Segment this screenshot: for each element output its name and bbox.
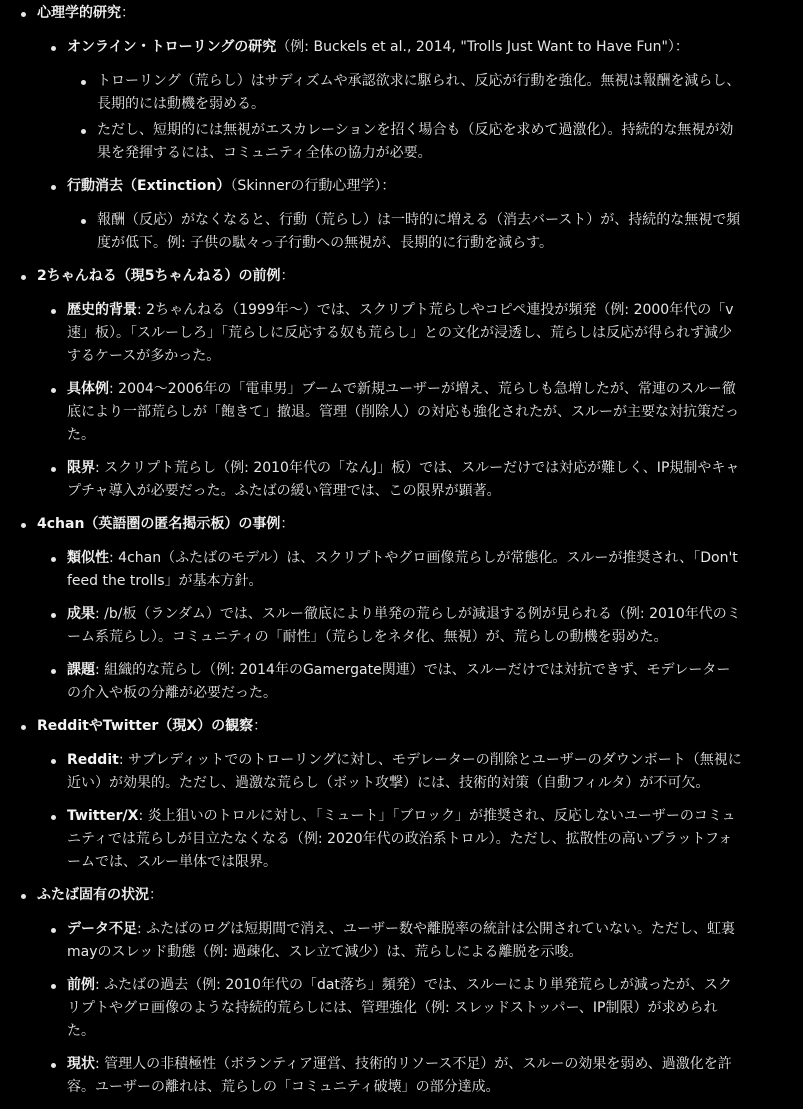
bullet-icon xyxy=(51,557,56,562)
list-item xyxy=(37,457,742,503)
sub-list-item xyxy=(67,119,742,165)
subitem-text: トローリング（荒らし）はサディズムや承認欲求に駆られ、反応が行動を強化。無視は報酬を減らし、長期的には動機を弱める。 xyxy=(97,73,741,112)
section-title: 心理学的研究 xyxy=(37,5,121,21)
bullet-icon xyxy=(21,894,26,899)
section-suffix: ： xyxy=(280,516,295,532)
section-title: RedditやTwitter（現X）の観察 xyxy=(37,718,254,734)
section-suffix: ： xyxy=(121,5,135,21)
bullet-icon xyxy=(81,80,86,85)
list-item xyxy=(37,378,742,447)
list-item xyxy=(37,974,742,1043)
subitem-text: ただし、短期的には無視がエスカレーションを招く場合も（反応を求めて過激化）。持続的な無視が効果を発揮するには、コミュニティ全体の協力が必要。 xyxy=(97,122,734,161)
sub-list-item xyxy=(67,70,742,116)
bullet-icon xyxy=(81,129,86,134)
item-list xyxy=(37,299,803,503)
section-reddit-twitter xyxy=(0,715,803,874)
item-text: : サブレディットでのトローリングに対し、モデレーターの削除とユーザーのダウンボート（無視に近い）が効果的。ただし、過激な荒らし（ボット攻撃）には、技術的対策（自動フィルタ）が不可欠。 xyxy=(67,752,742,791)
bullet-icon xyxy=(51,759,56,764)
bullet-icon xyxy=(51,928,56,933)
bullet-icon xyxy=(51,815,56,820)
section-title: 2ちゃんねる（現5ちゃんねる）の前例 xyxy=(37,268,281,284)
bullet-icon xyxy=(81,219,86,224)
item-list xyxy=(37,36,803,255)
bullet-icon xyxy=(21,12,26,17)
item-label: Reddit xyxy=(67,752,119,768)
item-text: : 4chan（ふたばのモデル）は、スクリプトやグロ画像荒らしが常態化。スルーが推奨され、「Don't feed the trolls」が基本方針。 xyxy=(67,550,738,589)
bullet-icon xyxy=(51,613,56,618)
list-item xyxy=(37,918,742,964)
item-text: : 組織的な荒らし（例: 2014年のGamergate関連）では、スルーだけでは対抗できず、モデレーターの介入や板の分離が必要だった。 xyxy=(67,662,731,701)
item-label: データ不足 xyxy=(67,921,137,937)
list-item xyxy=(37,659,742,705)
item-label: Twitter/X xyxy=(67,808,139,824)
list-item xyxy=(37,175,742,255)
subitem-text: 報酬（反応）がなくなると、行動（荒らし）は一時的に増える（消去バースト）が、持続的な無視で頻度が低下。例: 子供の駄々っ子行動への無視が、長期的に行動を減らす。 xyxy=(97,212,741,251)
bullet-icon xyxy=(51,46,56,51)
item-label: 課題 xyxy=(67,662,95,678)
section-suffix: ： xyxy=(253,718,268,734)
list-item xyxy=(37,805,742,874)
list-item xyxy=(37,603,742,649)
item-label: 現状 xyxy=(67,1056,95,1072)
section-futaba xyxy=(0,884,803,1099)
item-text: : 2ちゃんねる（1999年〜）では、スクリプト荒らしやコピペ連投が頻発（例: 2000年代の「v速」板）。「スルーしろ」「荒らしに反応する奴も荒らし」との文化が浸透し、荒らしは反応が得られず減少するケースが多かった。 xyxy=(67,302,734,364)
item-label: 成果 xyxy=(67,606,95,622)
list-item xyxy=(37,36,742,165)
section-psychology xyxy=(0,2,803,255)
bullet-icon xyxy=(21,275,26,280)
item-text: （Skinnerの行動心理学）： xyxy=(230,178,396,194)
item-list xyxy=(37,749,803,874)
section-title: ふたば固有の状況 xyxy=(37,887,149,903)
item-label: 具体例 xyxy=(67,381,109,397)
list-item xyxy=(37,749,742,795)
item-list xyxy=(37,918,803,1099)
subitem-list xyxy=(67,209,742,255)
bullet-icon xyxy=(51,984,56,989)
section-title: 4chan（英語圏の匿名掲示板）の事例 xyxy=(37,516,281,532)
list-item xyxy=(37,299,742,368)
item-text: : 管理人の非積極性（ボランティア運営、技術的リソース不足）が、スルーの効果を弱め、過激化を許容。ユーザーの離れは、荒らしの「コミュニティ破壊」の部分達成。 xyxy=(67,1056,732,1095)
item-text: : ふたばの過去（例: 2010年代の「dat落ち」頻発）では、スルーにより単発荒らしが減ったが、スクリプトやグロ画像のような持続的荒らしには、管理強化（例: スレッドストッパー、IP制限）が求められた。 xyxy=(67,977,732,1039)
bullet-icon xyxy=(51,467,56,472)
item-text: : ふたばのログは短期間で消え、ユーザー数や離脱率の統計は公開されていない。ただし、虹裏mayのスレッド動態（例: 過疎化、スレ立て減少）は、荒らしによる離脱を示唆。 xyxy=(67,921,736,960)
item-label: 限界 xyxy=(67,460,95,476)
bullet-icon xyxy=(51,309,56,314)
item-text: : 炎上狙いのトロルに対し、「ミュート」「ブロック」が推奨され、反応しないユーザーのコミュニティでは荒らしが目立たなくなる（例: 2020年代の政治系トロル）。ただし、拡散性の高いプラットフォームでは、スルー単体では限界。 xyxy=(67,808,736,870)
section-4chan xyxy=(0,513,803,705)
list-item xyxy=(37,1053,742,1099)
section-2channel xyxy=(0,265,803,503)
item-label: 歴史的背景 xyxy=(67,302,137,318)
bullet-icon xyxy=(51,1063,56,1068)
bullet-icon xyxy=(51,388,56,393)
bullet-icon xyxy=(21,523,26,528)
bullet-icon xyxy=(51,669,56,674)
item-label: 前例 xyxy=(67,977,95,993)
item-text: : スクリプト荒らし（例: 2010年代の「なんJ」板）では、スルーだけでは対応が難しく、IP規制やキャプチャ導入が必要だった。ふたばの緩い管理では、この限界が顕著。 xyxy=(67,460,740,499)
item-label: 行動消去（Extinction） xyxy=(67,178,231,194)
bullet-icon xyxy=(51,185,56,190)
item-label: オンライン・トローリングの研究 xyxy=(67,39,277,55)
item-text: : /b/板（ランダム）では、スルー徹底により単発の荒らしが減退する例が見られる（例: 2010年代のミーム系荒らし）。コミュニティの「耐性」（荒らしをネタ化、無視）が、荒らしの動機を弱めた。 xyxy=(67,606,741,645)
item-list xyxy=(37,547,803,705)
section-suffix: ： xyxy=(149,887,163,903)
item-text: : 2004〜2006年の「電車男」ブームで新規ユーザーが増え、荒らしも急増したが、常連のスルー徹底により一部荒らしが「飽きて」撤退。管理（削除人）の対応も強化されたが、スルーが主要な対抗策だった。 xyxy=(67,381,739,443)
item-text: （例: Buckels et al., 2014, "Trolls Just Want to Have Fun"）： xyxy=(276,39,689,55)
section-suffix: ： xyxy=(280,268,295,284)
sub-list-item xyxy=(67,209,742,255)
bullet-icon xyxy=(21,725,26,730)
subitem-list xyxy=(67,70,742,165)
item-label: 類似性 xyxy=(67,550,109,566)
list-item xyxy=(37,547,742,593)
